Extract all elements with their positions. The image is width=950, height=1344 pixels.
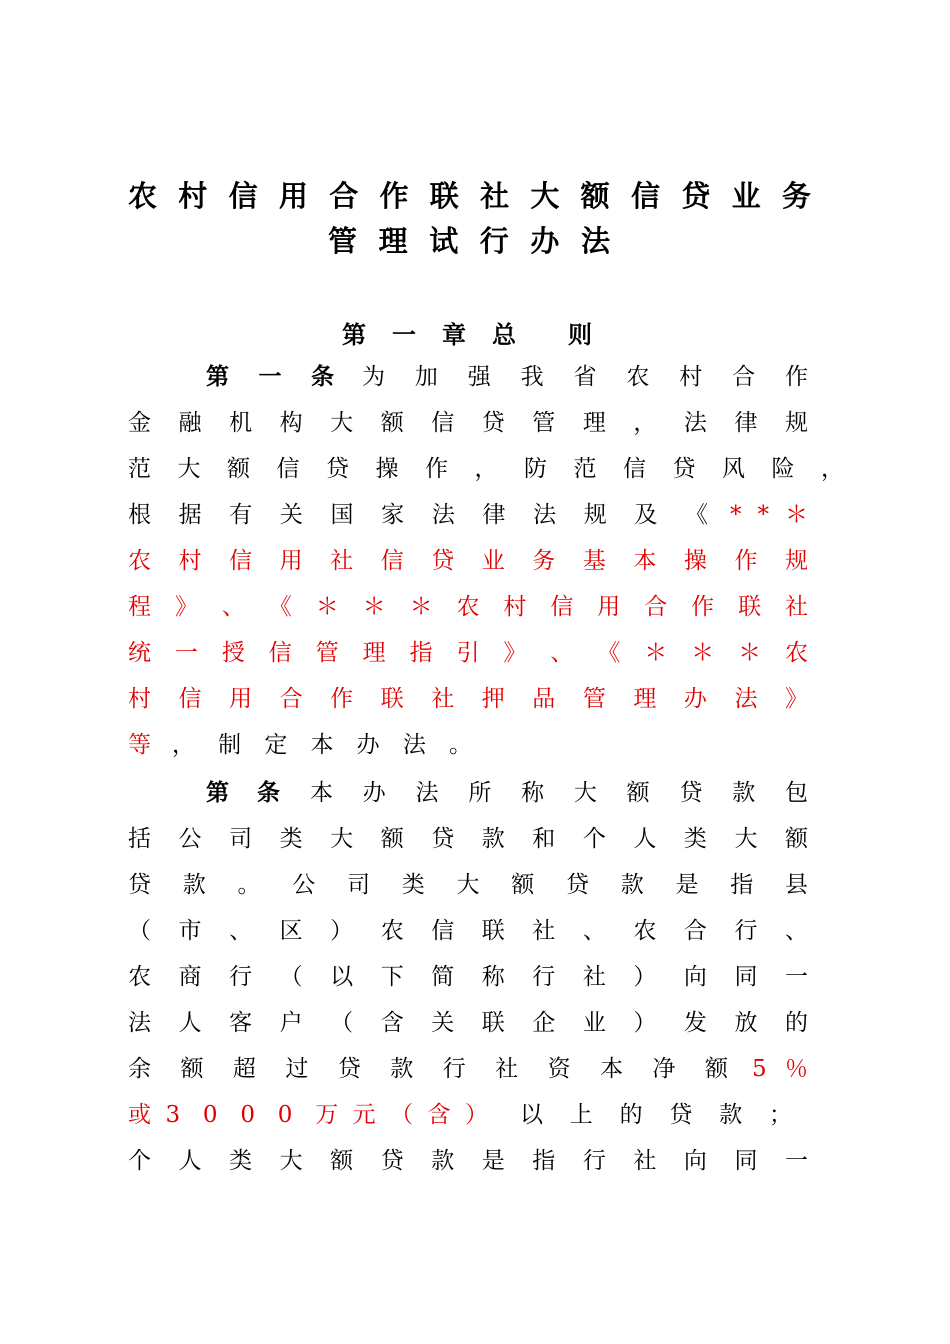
body-char: 贷 [672, 456, 696, 482]
body-char: 有 [229, 502, 253, 528]
body-char: 》 [785, 686, 808, 712]
body-char: 操 [683, 548, 707, 574]
body-char: （ [330, 1010, 354, 1036]
body-char: 《 [685, 502, 708, 528]
body-char: 信 [431, 410, 455, 436]
body-char: 公 [292, 872, 316, 898]
body-char: 为 [362, 364, 385, 390]
article2-line9 [128, 1143, 808, 1179]
body-char: 法 [683, 410, 707, 436]
title-char: 村 [178, 179, 208, 213]
body-char: 机 [229, 410, 253, 436]
body-char: 农 [456, 594, 480, 620]
body-char: 律 [482, 502, 506, 528]
body-char: 称 [481, 964, 505, 990]
body-char: 行 [442, 1056, 466, 1082]
body-char: 管 [532, 410, 556, 436]
body-char: 信 [623, 456, 646, 482]
body-char: 0 [202, 1102, 218, 1128]
body-char: 据 [178, 502, 202, 528]
body-char: ； [769, 1102, 792, 1128]
body-char: 农 [380, 918, 404, 944]
body-char: 大 [573, 780, 597, 806]
article2-line6 [128, 1005, 808, 1041]
body-char: 操 [375, 456, 399, 482]
article2-line8 [128, 1097, 808, 1133]
body-char: 定 [264, 732, 288, 758]
body-char: ） [330, 918, 354, 944]
body-char: 省 [573, 364, 597, 390]
body-char: 款 [182, 872, 206, 898]
body-char: 联 [481, 918, 505, 944]
body-char: 社 [532, 918, 556, 944]
body-char: 贷 [566, 872, 589, 898]
body-char: 信 [431, 918, 455, 944]
body-char: 行 [532, 964, 556, 990]
body-char: 款 [620, 872, 644, 898]
chapter-char: 第 [342, 320, 366, 349]
body-char: ％ [785, 1056, 808, 1082]
body-char: 联 [738, 594, 762, 620]
body-char: 合 [644, 594, 668, 620]
title-char: 理 [378, 224, 408, 258]
body-char: 款 [431, 1148, 455, 1174]
body-char: 额 [380, 410, 404, 436]
body-char: 》 [503, 640, 527, 666]
body-char: 。 [237, 872, 261, 898]
body-char: 县 [785, 872, 808, 898]
body-char: 发 [683, 1010, 707, 1036]
body-char: 含 [380, 1010, 404, 1036]
article1-line1 [128, 359, 808, 395]
title-char: 联 [429, 179, 459, 213]
document-title-line1 [128, 174, 811, 215]
body-char: 及 [634, 502, 658, 528]
body-char: 品 [532, 686, 556, 712]
body-char: 一 [785, 1148, 808, 1174]
body-char: 社 [582, 964, 606, 990]
body-char: 法 [415, 780, 439, 806]
article1-line9 [128, 727, 808, 763]
body-char: 的 [619, 1102, 643, 1128]
body-char: 、 [582, 918, 606, 944]
article2-line3 [128, 867, 808, 903]
article2-line5 [128, 959, 808, 995]
body-char: 大 [177, 456, 201, 482]
body-char: 信 [276, 456, 300, 482]
body-char: 过 [285, 1056, 309, 1082]
body-char: 、 [221, 594, 245, 620]
body-char: 加 [414, 364, 438, 390]
title-char: 试 [429, 224, 459, 258]
body-char: 用 [279, 548, 303, 574]
body-char: 大 [734, 826, 758, 852]
body-char: ＊ [644, 640, 668, 666]
body-char: 司 [229, 826, 253, 852]
body-char: 个 [582, 826, 606, 852]
body-char: 理 [362, 640, 386, 666]
body-char: 办 [356, 732, 380, 758]
body-char: 押 [481, 686, 505, 712]
body-char: 社 [785, 594, 808, 620]
body-char: 村 [503, 594, 527, 620]
body-char: 额 [785, 826, 808, 852]
body-char: 险 [771, 456, 795, 482]
body-char: 本 [600, 1056, 624, 1082]
body-char: 联 [380, 686, 404, 712]
body-char: 人 [633, 826, 657, 852]
body-char: 公 [178, 826, 202, 852]
body-char: 农 [128, 964, 151, 990]
body-char: 所 [468, 780, 492, 806]
body-char: 《 [597, 640, 621, 666]
body-char: 家 [381, 502, 405, 528]
body-char: 信 [550, 594, 574, 620]
body-char: 农 [633, 918, 657, 944]
article2-line4 [128, 913, 808, 949]
body-char: 类 [401, 872, 425, 898]
body-char: 信 [178, 686, 202, 712]
body-char: 下 [380, 964, 404, 990]
title-char: 社 [480, 179, 510, 213]
body-char: 款 [732, 780, 756, 806]
article2-line7 [128, 1051, 808, 1087]
body-char: 区 [279, 918, 303, 944]
body-char: ＊ [362, 594, 386, 620]
body-char: 本 [310, 780, 333, 806]
body-char: 理 [633, 686, 657, 712]
title-char: 管 [328, 224, 358, 258]
body-char: 社 [633, 1148, 657, 1174]
body-char: 本 [310, 732, 334, 758]
body-char: 法 [402, 732, 426, 758]
body-char: 贷 [128, 872, 151, 898]
title-char: 法 [580, 224, 610, 258]
body-char: 一 [785, 964, 808, 990]
body-char: 款 [481, 826, 505, 852]
body-char: 信 [268, 640, 292, 666]
body-char: ＊ [315, 594, 339, 620]
body-char: 引 [456, 640, 480, 666]
body-char: 用 [229, 686, 253, 712]
body-char: 额 [705, 1056, 728, 1082]
body-char: 的 [785, 1010, 808, 1036]
body-char: 法 [734, 686, 758, 712]
body-char: ， [821, 456, 844, 482]
body-char: 律 [734, 410, 758, 436]
body-char: 本 [633, 548, 657, 574]
article2-line2 [128, 821, 808, 857]
body-char: 作 [785, 364, 808, 390]
body-char: 合 [279, 686, 303, 712]
body-char: 法 [533, 502, 557, 528]
body-char: 一 [174, 640, 198, 666]
body-char: 行 [582, 1148, 606, 1174]
body-char: 村 [679, 364, 703, 390]
body-char: ＊ [691, 640, 715, 666]
body-char: 和 [532, 826, 556, 852]
body-char: 0 [240, 1102, 255, 1128]
chapter-char: 总 [492, 320, 516, 349]
body-char: 客 [229, 1010, 253, 1036]
body-char: 关 [279, 502, 303, 528]
body-char: ， [172, 732, 195, 758]
body-char: 资 [547, 1056, 571, 1082]
body-char: 作 [425, 456, 448, 482]
body-char: 法 [128, 1010, 151, 1036]
body-char: 第 [206, 779, 229, 806]
body-char: 额 [626, 780, 650, 806]
body-char: 称 [521, 780, 545, 806]
title-char: 用 [278, 179, 308, 213]
body-char: 一 [258, 363, 282, 390]
body-char: 贷 [380, 1148, 404, 1174]
body-char: ， [474, 456, 498, 482]
body-char: 额 [380, 826, 404, 852]
body-char: 关 [431, 1010, 455, 1036]
body-char: 规 [785, 410, 808, 436]
body-char: 社 [330, 548, 354, 574]
body-char: 括 [128, 826, 151, 852]
body-char: 行 [229, 964, 253, 990]
body-char: 同 [734, 1148, 758, 1174]
body-char: 作 [330, 686, 354, 712]
body-char: 额 [227, 456, 250, 482]
body-char: ） [633, 1010, 657, 1036]
body-char: 管 [582, 686, 606, 712]
body-char: 、 [229, 918, 253, 944]
body-char: 作 [691, 594, 715, 620]
body-char: 风 [722, 456, 745, 482]
body-char: 防 [524, 456, 547, 482]
article2-line1 [128, 775, 808, 811]
chapter-char: 章 [442, 320, 466, 349]
body-char: 作 [734, 548, 758, 574]
article1-line2 [128, 405, 808, 441]
body-char: 类 [683, 826, 707, 852]
body-char: * [730, 502, 742, 528]
body-char: （ [128, 918, 151, 944]
body-char: 3 [165, 1102, 181, 1128]
body-char: 企 [532, 1010, 556, 1036]
body-char: 大 [330, 410, 354, 436]
body-char: 用 [597, 594, 621, 620]
body-char: 指 [532, 1148, 556, 1174]
body-char: 根 [128, 502, 151, 528]
body-char: 贷 [326, 456, 349, 482]
body-char: 范 [573, 456, 597, 482]
title-char: 大 [530, 179, 560, 213]
title-char: 办 [530, 224, 560, 258]
body-char: 》 [174, 594, 198, 620]
body-char: 元 [352, 1102, 376, 1128]
body-char: 同 [734, 964, 758, 990]
body-char: 强 [467, 364, 491, 390]
body-char: 0 [277, 1102, 293, 1128]
body-char: 贷 [481, 410, 505, 436]
body-char: 或 [128, 1102, 151, 1128]
body-char: * [757, 502, 769, 528]
body-char: 余 [128, 1056, 151, 1082]
title-char: 业 [731, 179, 761, 213]
body-char: 条 [257, 779, 280, 806]
body-char: 业 [481, 548, 505, 574]
body-char: 合 [683, 918, 707, 944]
body-char: 市 [178, 918, 202, 944]
article1-line7 [128, 635, 808, 671]
body-char: 商 [178, 964, 202, 990]
body-char: 大 [279, 1148, 303, 1174]
article1-line8 [128, 681, 808, 717]
body-char: 指 [730, 872, 754, 898]
body-char: 放 [734, 1010, 758, 1036]
article1-line3 [128, 451, 844, 487]
body-char: 国 [330, 502, 354, 528]
body-char: 。 [449, 732, 472, 758]
body-char: 向 [683, 1148, 707, 1174]
body-char: 、 [785, 918, 808, 944]
body-char: 额 [330, 1148, 354, 1174]
body-char: 规 [583, 502, 607, 528]
body-char: 合 [732, 364, 756, 390]
body-char: 农 [785, 640, 808, 666]
body-char: 办 [683, 686, 707, 712]
document-title-line2 [328, 219, 610, 260]
body-char: 5 [752, 1056, 767, 1082]
body-char: 向 [683, 964, 707, 990]
body-char: 是 [675, 872, 699, 898]
body-char: 构 [279, 410, 303, 436]
body-char: 额 [511, 872, 535, 898]
body-char: 大 [456, 872, 480, 898]
body-char: 含 [427, 1102, 451, 1128]
body-char: 包 [785, 780, 808, 806]
body-char: 联 [481, 1010, 505, 1036]
body-char: 社 [431, 686, 455, 712]
body-char: 等 [128, 732, 151, 758]
body-char: 信 [229, 548, 253, 574]
body-char: 超 [232, 1056, 256, 1082]
title-char: 信 [228, 179, 258, 213]
article1-line6 [128, 589, 808, 625]
body-char: 、 [550, 640, 574, 666]
body-char: 以 [330, 964, 354, 990]
body-char: 个 [128, 1148, 151, 1174]
title-char: 额 [580, 179, 610, 213]
body-char: 范 [128, 456, 151, 482]
body-char: 额 [180, 1056, 204, 1082]
body-char: 以 [520, 1102, 543, 1128]
body-char: 户 [279, 1010, 303, 1036]
body-char: 我 [520, 364, 544, 390]
body-char: 指 [409, 640, 433, 666]
body-char: 管 [315, 640, 339, 666]
title-char: 作 [379, 179, 409, 213]
body-char: 授 [221, 640, 245, 666]
body-char: 贷 [431, 826, 455, 852]
body-char: （ [279, 964, 303, 990]
body-char: （ [390, 1102, 414, 1128]
body-char: 类 [229, 1148, 253, 1174]
body-char: 《 [268, 594, 292, 620]
body-char: 简 [431, 964, 455, 990]
body-char: 人 [178, 1010, 202, 1036]
body-char: ） [465, 1102, 488, 1128]
article1-line4 [128, 497, 808, 533]
article1-line5 [128, 543, 808, 579]
title-char: 贷 [681, 179, 711, 213]
body-char: 统 [128, 640, 151, 666]
body-char: 贷 [679, 780, 703, 806]
body-char: 社 [495, 1056, 519, 1082]
body-char: ， [633, 410, 657, 436]
chapter-char: 一 [392, 320, 416, 349]
body-char: 是 [481, 1148, 505, 1174]
title-char: 农 [128, 179, 158, 213]
body-char: 款 [390, 1056, 414, 1082]
body-char: 法 [431, 502, 455, 528]
body-char: 类 [279, 826, 303, 852]
chapter-char: 则 [568, 320, 592, 349]
body-char: ） [633, 964, 657, 990]
body-char: 制 [218, 732, 242, 758]
body-char: 净 [652, 1056, 676, 1082]
body-char: 农 [626, 364, 650, 390]
body-char: 理 [582, 410, 606, 436]
body-char: 上 [569, 1102, 593, 1128]
title-char: 合 [329, 179, 359, 213]
body-char: ＊ [409, 594, 433, 620]
body-char: 款 [719, 1102, 743, 1128]
body-char: 大 [330, 826, 354, 852]
body-char: 贷 [669, 1102, 693, 1128]
body-char: 办 [362, 780, 386, 806]
title-char: 信 [630, 179, 660, 213]
body-char: 务 [532, 548, 556, 574]
body-char: 人 [178, 1148, 202, 1174]
body-char: 司 [347, 872, 370, 898]
body-char: 村 [128, 686, 151, 712]
body-char: ＊ [785, 502, 808, 528]
body-char: 万 [315, 1102, 339, 1128]
body-char: 金 [128, 410, 151, 436]
title-char: 行 [479, 224, 509, 258]
body-char: 条 [311, 363, 334, 390]
body-char: 贷 [431, 548, 455, 574]
body-char: 规 [785, 548, 808, 574]
title-char: 务 [781, 179, 811, 213]
body-char: 业 [582, 1010, 606, 1036]
body-char: 贷 [337, 1056, 361, 1082]
body-char: 信 [380, 548, 404, 574]
body-char: 程 [128, 594, 151, 620]
body-char: 融 [178, 410, 202, 436]
body-char: 第 [206, 363, 229, 390]
body-char: ＊ [738, 640, 762, 666]
body-char: 农 [128, 548, 151, 574]
body-char: 行 [734, 918, 758, 944]
body-char: 基 [582, 548, 606, 574]
body-char: 村 [178, 548, 202, 574]
